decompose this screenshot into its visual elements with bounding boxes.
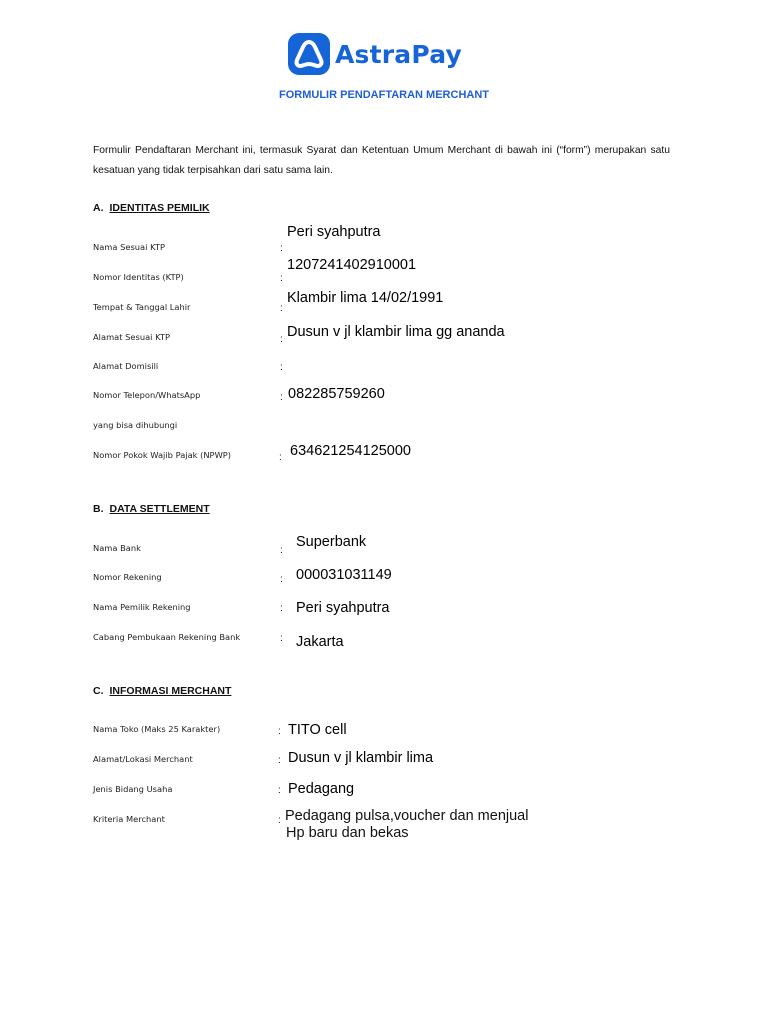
section-title: DATA SETTLEMENT — [109, 503, 210, 515]
label-jenis-usaha: Jenis Bidang Usaha — [93, 784, 173, 794]
section-title: IDENTITAS PEMILIK — [109, 202, 210, 214]
value-nama-toko: TITO cell — [288, 722, 347, 738]
astrapay-logo-icon — [288, 33, 330, 75]
label-telepon: Nomor Telepon/WhatsApp — [93, 390, 201, 400]
colon: : — [278, 726, 281, 737]
label-npwp: Nomor Pokok Wajib Pajak (NPWP) — [93, 450, 232, 460]
colon: : — [280, 303, 283, 314]
label-nomor-ktp: Nomor Identitas (KTP) — [93, 272, 184, 282]
section-letter: C. — [93, 685, 104, 697]
colon: : — [280, 362, 283, 373]
colon: : — [280, 334, 283, 345]
value-alamat-ktp: Dusun v jl klambir lima gg ananda — [287, 324, 505, 340]
label-alamat-ktp: Alamat Sesuai KTP — [93, 332, 170, 342]
label-cabang: Cabang Pembukaan Rekening Bank — [93, 632, 241, 642]
colon: : — [278, 755, 281, 766]
label-nama-toko: Nama Toko (Maks 25 Karakter) — [93, 724, 221, 734]
value-ttl: Klambir lima 14/02/1991 — [287, 290, 444, 306]
label-nama-bank: Nama Bank — [93, 543, 141, 553]
brand-logo — [288, 32, 462, 76]
section-b-heading — [93, 503, 210, 515]
colon: : — [280, 273, 283, 284]
label-kriteria: Kriteria Merchant — [93, 814, 165, 824]
section-c-heading — [93, 685, 231, 697]
section-title: INFORMASI MERCHANT — [109, 685, 232, 697]
label-pemilik-rekening: Nama Pemilik Rekening — [93, 602, 191, 612]
section-a-heading — [93, 202, 210, 214]
value-cabang: Jakarta — [296, 634, 344, 650]
section-letter: B. — [93, 503, 104, 515]
value-kriteria-line2: Hp baru dan bekas — [286, 825, 409, 841]
label-nama-ktp: Nama Sesuai KTP — [93, 242, 165, 252]
brand-name: AstraPay — [335, 39, 463, 69]
label-ttl: Tempat & Tanggal Lahir — [93, 302, 191, 312]
colon: : — [278, 785, 281, 796]
colon: : — [278, 815, 281, 826]
label-telepon-sub: yang bisa dihubungi — [93, 420, 178, 430]
colon: : — [280, 545, 283, 556]
value-nama-bank: Superbank — [296, 534, 367, 550]
intro-paragraph: Formulir Pendaftaran Merchant ini, termasuk Syarat dan Ketentuan Umum Merchant di bawah ini (“form”) merupakan satu kesatuan yang tidak terpisahkan dari satu sama lain. — [93, 145, 670, 176]
colon: : — [280, 603, 283, 614]
value-pemilik-rekening: Peri syahputra — [296, 600, 390, 616]
colon: : — [280, 243, 283, 254]
colon: : — [280, 392, 283, 403]
colon: : — [280, 574, 283, 585]
section-letter: A. — [93, 202, 104, 214]
value-npwp: 634621254125000 — [290, 443, 411, 459]
form-title: FORMULIR PENDAFTARAN MERCHANT — [279, 89, 489, 101]
label-nomor-rekening: Nomor Rekening — [93, 572, 162, 582]
value-nomor-ktp: 1207241402910001 — [287, 257, 417, 273]
label-alamat-domisili: Alamat Domisili — [93, 361, 159, 371]
value-jenis-usaha: Pedagang — [288, 781, 355, 797]
colon: : — [279, 452, 282, 463]
value-nama-ktp: Peri syahputra — [287, 224, 381, 240]
value-nomor-rekening: 000031031149 — [296, 567, 392, 583]
value-alamat-merchant: Dusun v jl klambir lima — [288, 750, 434, 766]
colon: : — [280, 633, 283, 644]
label-alamat-merchant: Alamat/Lokasi Merchant — [93, 754, 193, 764]
value-kriteria-line1: Pedagang pulsa,voucher dan menjual — [285, 808, 529, 824]
value-telepon: 082285759260 — [288, 386, 385, 402]
